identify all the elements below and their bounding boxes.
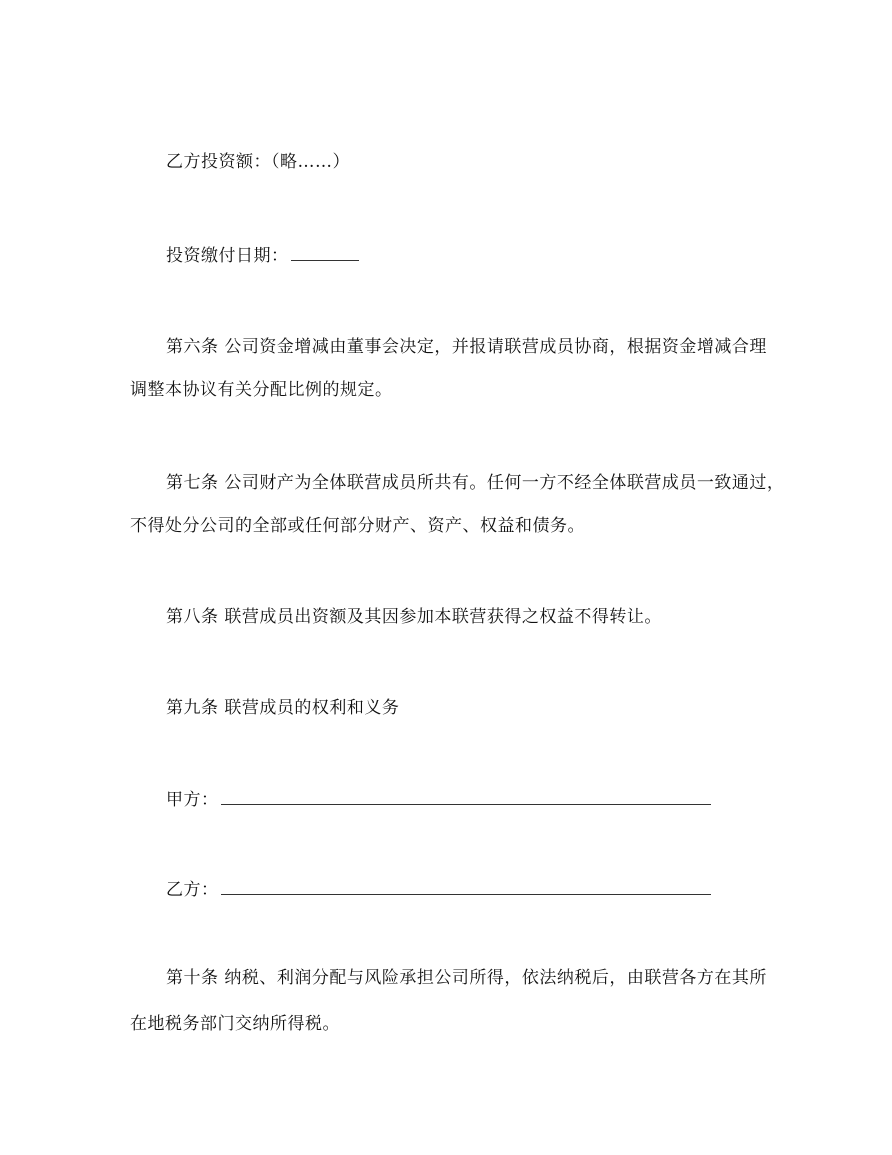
party-b-investment-line: 乙方投资额：（略……） [166, 152, 350, 172]
payment-date-blank [291, 245, 359, 261]
article-6-line-2: 调整本协议有关分配比例的规定。 [130, 380, 393, 400]
article-10-line-2: 在地税务部门交纳所得税。 [130, 1014, 340, 1034]
payment-date-label: 投资缴付日期： [166, 246, 289, 266]
article-7-line-1: 第七条 公司财产为全体联营成员所共有。任何一方不经全体联营成员一致通过， [166, 473, 785, 493]
article-6-line-1: 第六条 公司资金增减由董事会决定，并报请联营成员协商，根据资金增减合理 [166, 337, 767, 357]
party-a-label: 甲方： [166, 790, 219, 810]
party-b-blank [221, 879, 711, 895]
party-a-blank [221, 789, 711, 805]
article-7-line-2: 不得处分公司的全部或任何部分财产、资产、权益和债务。 [130, 516, 585, 536]
payment-date-line [166, 245, 359, 266]
article-10-line-1: 第十条 纳税、利润分配与风险承担公司所得，依法纳税后，由联营各方在其所 [166, 968, 767, 988]
article-8: 第八条 联营成员出资额及其因参加本联营获得之权益不得转让。 [166, 607, 662, 627]
article-9-heading: 第九条 联营成员的权利和义务 [166, 698, 400, 718]
party-a-line [166, 789, 711, 810]
party-b-label: 乙方： [166, 880, 219, 900]
party-b-line [166, 879, 711, 900]
